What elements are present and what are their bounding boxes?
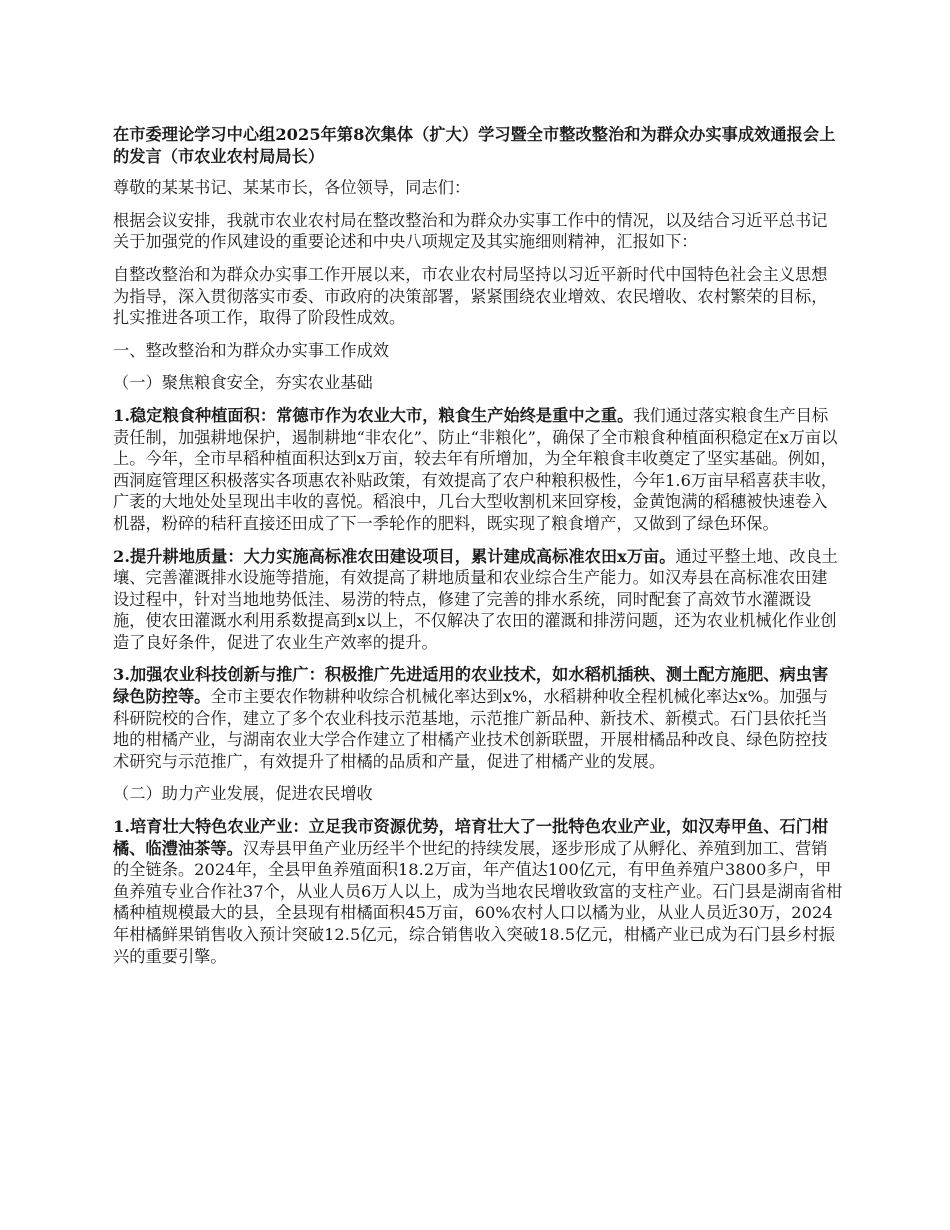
paragraph-special-industry	[113, 816, 843, 967]
paragraph-body: 汉寿县甲鱼产业历经半个世纪的持续发展，逐步形成了从孵化、养殖到加工、营销的全链条。2024年，全县甲鱼养殖面积18.2万亩，年产值达100亿元，有甲鱼养殖户3800多户，甲鱼养殖专业合作社37个，从业人员6万人以上，成为当地农民增收致富的支柱产业。石门县是湖南省柑橘种植规模最大的县，全县现有柑橘面积45万亩，60%农村人口以橘为业，从业人员近30万，2024年柑橘鲜果销售收入预计突破12.5亿元，综合销售收入突破18.5亿元，柑橘产业已成为石门县乡村振兴的重要引擎。	[113, 838, 843, 966]
paragraph-agri-tech	[113, 664, 843, 772]
paragraph-lead: 1.培育壮大特色农业产业：立足我市资源优势，培育壮大了一批特色农业产业，如汉寿甲鱼、石门柑橘、临澧油茶等。	[113, 817, 829, 858]
paragraph-body: 全市主要农作物耕种收综合机械化率达到x%，水稻耕种收全程机械化率达x%。加强与科研院校的合作，建立了多个农业科技示范基地，示范推广新品种、新技术、新模式。石门县依托当地的柑橘产业，与湖南农业大学合作建立了柑橘产业技术创新联盟，开展柑橘品种改良、绿色防控技术研究与示范推广，有效提升了柑橘的品质和产量，促进了柑橘产业的发展。	[113, 687, 828, 771]
subsection-heading-1: （一）聚焦粮食安全，夯实农业基础	[113, 373, 373, 393]
paragraph-farmland-quality	[113, 546, 843, 654]
subsection-heading-2: （二）助力产业发展，促进农民增收	[113, 784, 373, 804]
document-title: 在市委理论学习中心组2025年第8次集体（扩大）学习暨全市整改整治和为群众办实事成效通报会上的发言（市农业农村局局长）	[113, 125, 836, 166]
section-heading-1: 一、整改整治和为群众办实事工作成效	[113, 340, 390, 360]
paragraph-body: 通过平整土地、改良土壤、完善灌溉排水设施等措施，有效提高了耕地质量和农业综合生产能力。如汉寿县在高标准农田建设过程中，针对当地地势低洼、易涝的特点，修建了完善的排水系统，同时配套了高效节水灌溉设施，使农田灌溉水利用系数提高到x以上，不仅解决了农田的灌溉和排涝问题，还为农业机械化作业创造了良好条件，促进了农业生产效率的提升。	[113, 546, 838, 652]
summary-paragraph: 自整改整治和为群众办实事工作开展以来，市农业农村局坚持以习近平新时代中国特色社会主义思想为指导，深入贯彻落实市委、市政府的决策部署，紧紧围绕农业增效、农民增收、农村繁荣的目标，扎实推进各项工作，取得了阶段性成效。	[113, 264, 828, 328]
paragraph-lead: 3.加强农业科技创新与推广：积极推广先进适用的农业技术，如水稻机插秧、测土配方施肥、病虫害绿色防控等。	[113, 665, 829, 707]
paragraph-grain-area	[113, 405, 843, 535]
paragraph-lead: 1.稳定粮食种植面积：常德市作为农业大市，粮食生产始终是重中之重。	[113, 405, 634, 425]
intro-paragraph: 根据会议安排，我就市农业农村局在整改整治和为群众办实事工作中的情况，以及结合习近平总书记关于加强党的作风建设的重要论述和中央八项规定及其实施细则精神，汇报如下：	[113, 210, 828, 252]
greeting: 尊敬的某某书记、某某市长，各位领导，同志们：	[113, 178, 471, 198]
document-page	[113, 124, 843, 978]
paragraph-lead: 2.提升耕地质量：大力实施高标准农田建设项目，累计建成高标准农田x万亩。	[113, 546, 676, 566]
paragraph-body: 我们通过落实粮食生产目标责任制，加强耕地保护，遏制耕地“非农化”、防止“非粮化”，确保了全市粮食种植面积稳定在x万亩以上。今年，全市早稻种植面积达到x万亩，较去年有所增加，为全年粮食丰收奠定了坚实基础。例如，西洞庭管理区积极落实各项惠农补贴政策，有效提高了农户种粮积极性，今年1.6万亩早稻喜获丰收，广袤的大地处处呈现出丰收的喜悦。稻浪中，几台大型收割机来回穿梭，金黄饱满的稻穗被快速卷入机器，粉碎的秸秆直接还田成了下一季轮作的肥料，既实现了粮食增产，又做到了绿色环保。	[113, 405, 838, 533]
